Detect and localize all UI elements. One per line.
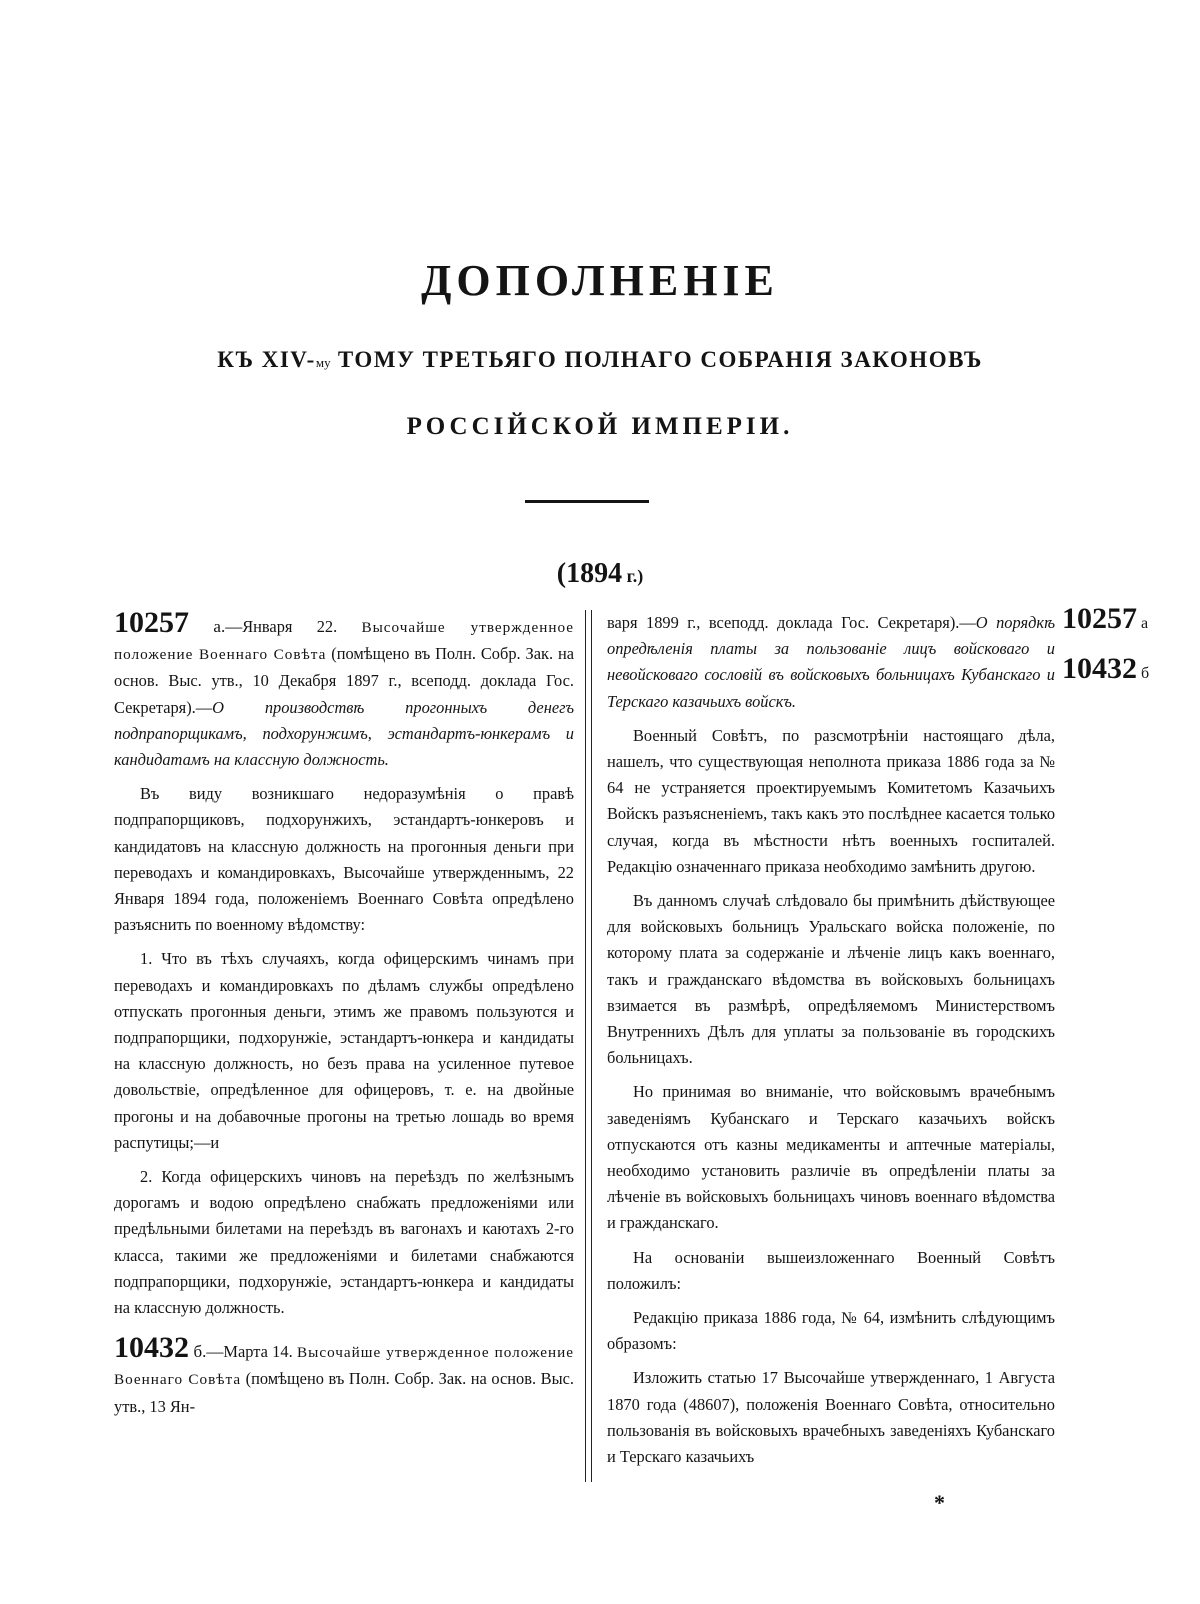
year-heading xyxy=(0,558,1200,590)
entry-suffix: а.— xyxy=(189,617,243,636)
right-column xyxy=(607,610,1055,1478)
subtitle-rest: ТОМУ ТРЕТЬЯГО ПОЛНАГО СОБРАНІЯ ЗАКОНОВЪ xyxy=(330,347,983,372)
year-suffix: г.) xyxy=(622,566,644,586)
page-title: ДОПОЛНЕНІЕ xyxy=(421,256,779,305)
paragraph: На основаніи вышеизложеннаго Военный Совѣтъ положилъ: xyxy=(607,1247,1055,1293)
volume-subtitle xyxy=(0,347,1200,373)
paragraph: Изложить статью 17 Высочайше утвержденнаго, 1 Августа 1870 года (48607), положенія Военнаго Совѣта, относительно пользованія въ войсковыхъ врачебныхъ заведеніяхъ Кубанскаго и Терскаго казачьихъ xyxy=(607,1368,1055,1467)
margin-ref-suffix: б xyxy=(1137,665,1150,682)
margin-ref-number: 10432 xyxy=(1062,652,1137,685)
subtitle-prefix: КЪ XIV- xyxy=(217,347,316,372)
entry-date: Января 22. xyxy=(242,617,362,636)
entry-suffix: б.— xyxy=(189,1342,224,1362)
subtitle-ordinal: му xyxy=(315,355,331,370)
paragraph: Военный Совѣтъ, по разсмотрѣніи настоящаго дѣла, нашелъ, что существующая неполнота приказа 1886 года за № 64 не устраняется проектируемымъ Комитетомъ Казачьихъ Войскъ разъясненіемъ, такъ какъ это послѣднее касается только случая, когда въ мѣстности нѣтъ военныхъ госпиталей. Редакцію означеннаго приказа необходимо замѣнить другою. xyxy=(607,725,1056,876)
margin-ref-number: 10257 xyxy=(1062,602,1137,635)
empire-subtitle: РОССІЙСКОЙ ИМПЕРІИ. xyxy=(406,413,794,440)
continuation-paragraph xyxy=(607,610,1055,715)
paragraph: Въ виду возникшаго недоразумѣнія о правѣ подпрапорщиковъ, подхорунжихъ, эстандартъ-юнкеровъ и кандидатовъ на классную должность на прогонныя деньги при переводахъ и командировкахъ, Высочайше утвержденнымъ, 22 Января 1894 года, положеніемъ Военнаго Совѣта опредѣлено разъяснить по военному вѣдомству: xyxy=(114,784,574,935)
entry-intro: (помѣщено въ Полн. Собр. Зак. на основ. Выс. утв., 13 Ян- xyxy=(114,1369,574,1416)
paragraph: Въ данномъ случаѣ слѣдовало бы примѣнить дѣйствующее для войсковыхъ больницъ Уральскаго войска положеніе, по которому плата за содержаніе и лѣченіе лицъ какъ военнаго, такъ и гражданскаго вѣдомства въ войсковыхъ больницахъ взимается въ размѣрѣ, опредѣляемомъ Министерствомъ Внутреннихъ Дѣлъ для уплаты за пользованіе въ городскихъ больницахъ. xyxy=(607,891,1055,1068)
entry-number: 10257 xyxy=(114,606,189,639)
title-divider xyxy=(525,500,649,503)
entry-10257 xyxy=(114,606,574,773)
entry-10432 xyxy=(114,1331,574,1420)
margin-ref-10432 xyxy=(1062,654,1182,689)
year-value: (1894 xyxy=(556,558,623,589)
paragraph: Редакцію приказа 1886 года, № 64, измѣнить слѣдующимъ образомъ: xyxy=(607,1308,1055,1354)
entry-intro: (помѣщено въ Полн. Собр. Зак. на основ. Выс. утв., 10 Декабря 1897 г., всеподд. доклада Гос. Секретаря).— xyxy=(114,644,574,717)
margin-ref-suffix: а xyxy=(1137,615,1149,632)
entry-subject: О производствѣ прогонныхъ денегъ подпрапорщикамъ, подхорунжимъ, эстандартъ-юнкерамъ и кандидатамъ на классную должность. xyxy=(114,697,574,770)
continuation-text: варя 1899 г., всеподд. доклада Гос. Секретаря).— xyxy=(607,613,976,632)
entry-decree: Высочайше утвержденное положение Военнаго Совѣта xyxy=(114,1344,574,1389)
entry-number: 10432 xyxy=(114,1331,189,1365)
left-column xyxy=(114,606,574,1428)
footnote-asterisk: * xyxy=(934,1490,945,1515)
entry-date: Марта 14. xyxy=(223,1342,297,1362)
paragraph: Но принимая во вниманіе, что войсковымъ врачебнымъ заведеніямъ Кубанскаго и Терскаго казачьихъ войскъ отпускаются отъ казны медикаменты и аптечные матеріалы, необходимо установить различіе въ опредѣленіи платы за лѣченіе въ войсковыхъ больницахъ чиновъ военнаго вѣдомства и гражданскаго. xyxy=(607,1082,1055,1233)
continuation-subject: О порядкѣ опредѣленія платы за пользованіе лицъ войсковаго и невойсковаго сословій въ войсковыхъ больницахъ Кубанскаго и Терскаго казачьихъ войскъ. xyxy=(607,613,1055,711)
paragraph: 2. Когда офицерскихъ чиновъ на переѣздъ по желѣзнымъ дорогамъ и водою опредѣлено снабжать предложеніями или предѣльными билетами на переѣздъ въ вагонахъ и каютахъ 2-го класса, такими же предложеніями и билетами снабжаются подпрапорщики, подхорунжіе, эстандартъ-юнкера и кандидаты на классную должность. xyxy=(114,1167,574,1318)
column-divider xyxy=(585,610,592,1482)
margin-ref-10257 xyxy=(1062,604,1182,639)
paragraph: 1. Что въ тѣхъ случаяхъ, когда офицерскимъ чинамъ при переводахъ и командировкахъ по дѣламъ службы опредѣлено отпускать прогонныя деньги, этимъ же правомъ пользуются и подпрапорщики, подхорунжіе, эстандартъ-юнкера и кандидаты на классную должность, но безъ права на усиленное путевое довольствіе, опредѣленное для офицеровъ, т. е. на двойные прогоны и на добавочные прогоны на третью лошадь во время распутицы;—и xyxy=(114,949,574,1152)
entry-decree: Высочайше утвержденное положение Военнаго Совѣта xyxy=(114,619,574,664)
